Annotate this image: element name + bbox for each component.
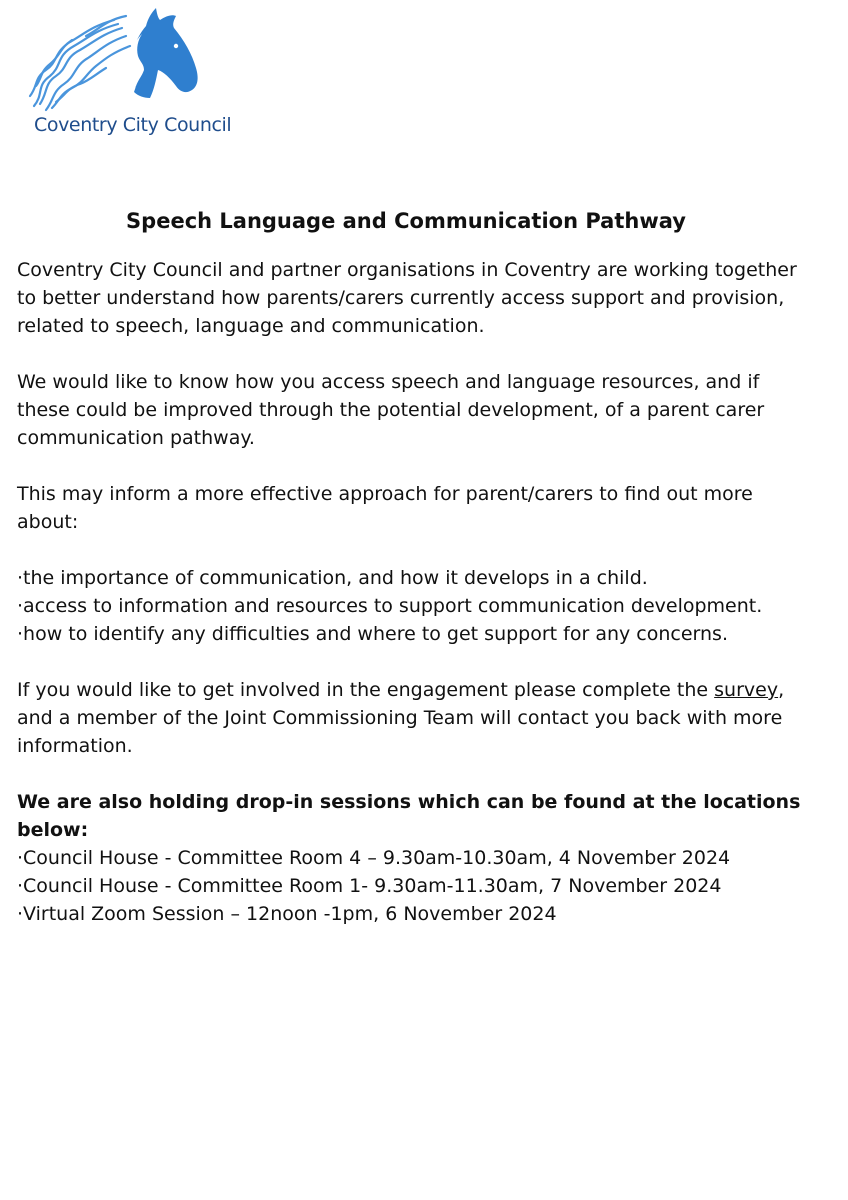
session-item: ·Council House - Committee Room 1- 9.30am-11.30am, 7 November 2024 [17, 875, 722, 897]
page-title: Speech Language and Communication Pathway [126, 209, 686, 233]
document-body [17, 206, 817, 928]
list-item: ·the importance of communication, and how it develops in a child. [17, 567, 648, 589]
involvement-paragraph [17, 676, 817, 760]
involvement-text-end: , and a member of the Joint Commissioning Team will contact you back with more information. [17, 679, 785, 757]
intro-paragraph: Coventry City Council and partner organisations in Coventry are working together to better understand how parents/carers currently access support and provision, related to speech, language and communication. [17, 259, 797, 337]
session-item: ·Council House - Committee Room 4 – 9.30am-10.30am, 4 November 2024 [17, 847, 731, 869]
involvement-text-start: If you would like to get involved in the engagement please complete the [17, 679, 715, 701]
list-item: ·access to information and resources to support communication development. [17, 595, 763, 617]
session-item: ·Virtual Zoom Session – 12noon -1pm, 6 November 2024 [17, 903, 557, 925]
purpose-paragraph: We would like to know how you access speech and language resources, and if these could be improved through the potential development, of a parent carer communication pathway. [17, 371, 765, 449]
survey-link[interactable]: survey [714, 679, 779, 701]
council-logo [26, 6, 256, 140]
inform-paragraph: This may inform a more effective approach for parent/carers to find out more about: [17, 483, 753, 533]
list-item: ·how to identify any difficulties and where to get support for any concerns. [17, 623, 728, 645]
horse-head-icon [26, 6, 216, 118]
sessions-heading: We are also holding drop-in sessions which can be found at the locations below: [17, 791, 801, 841]
topic-list [17, 564, 817, 648]
sessions-section [17, 788, 817, 928]
logo-wordmark: Coventry City Council [34, 114, 232, 136]
